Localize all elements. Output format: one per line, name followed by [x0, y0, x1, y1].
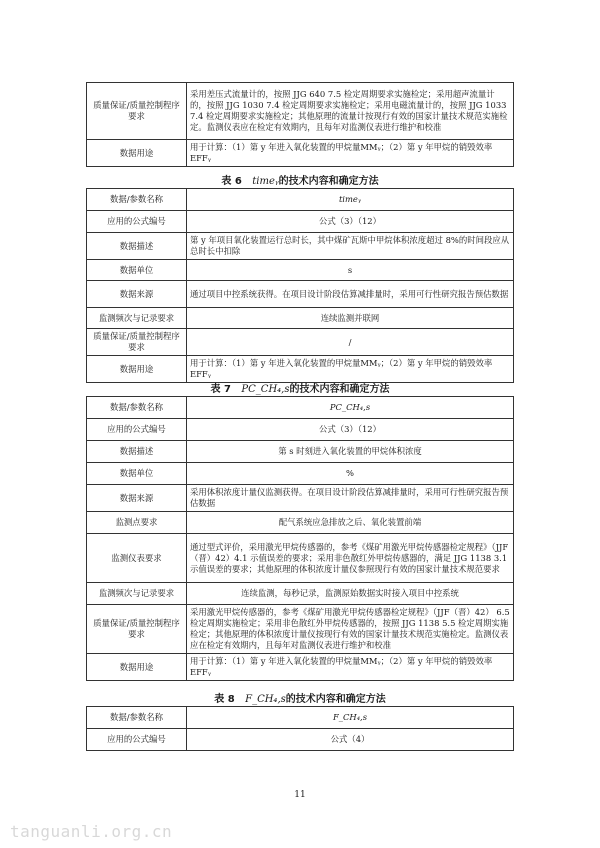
row-key: 数据描述 [87, 441, 187, 463]
table-row [87, 534, 514, 583]
table-7 [86, 396, 514, 681]
row-key: 质量保证/质量控制程序要求 [87, 605, 187, 654]
caption-suffix: 的技术内容和确定方法 [289, 384, 390, 395]
table-row [87, 441, 514, 463]
table-8 [86, 706, 514, 751]
row-value: 连续监测并联网 [187, 308, 514, 329]
table-row [87, 419, 514, 441]
row-key: 数据用途 [87, 356, 187, 383]
row-value: 通过型式评价，采用激光甲烷传感器的，参考《煤矿用激光甲烷传感器检定规程》（JJF（晋）42）4.1 示值误差的要求；采用非色散红外甲烷传感器的，满足 JJG 1138 3.1 示值误差的要求；其他原理的体积浓度计量仪参照现行有效的国家计量技术规范要求 [187, 534, 514, 583]
row-key: 监测频次与记录要求 [87, 308, 187, 329]
caption-prefix: 表 7 [210, 384, 231, 395]
page-number: 11 [294, 790, 306, 800]
row-value: 第 s 时刻进入氧化装置的甲烷体积浓度 [187, 441, 514, 463]
row-value: 公式（3）（12） [187, 419, 514, 441]
row-key: 数据单位 [87, 463, 187, 485]
row-key: 监测点要求 [87, 512, 187, 534]
caption-prefix: 表 6 [221, 176, 242, 187]
caption-symbol: timeᵧ [252, 176, 279, 187]
row-value: 公式（3）（12） [187, 211, 514, 233]
row-key: 应用的公式编号 [87, 419, 187, 441]
table-row [87, 281, 514, 308]
table-row [87, 605, 514, 654]
table-8-caption [86, 690, 514, 705]
row-value: s [187, 260, 514, 281]
table-row [87, 397, 514, 419]
row-key: 数据来源 [87, 485, 187, 512]
caption-prefix: 表 8 [214, 694, 235, 705]
table-row [87, 485, 514, 512]
row-value: 用于计算：（1）第 y 年进入氧化装置的甲烷量MMᵧ；（2）第 y 年甲烷的销毁效率EFFᵧ [187, 654, 514, 681]
table-7-caption [86, 380, 514, 395]
row-value: 配气系统应急排放之后、氧化装置前端 [187, 512, 514, 534]
row-key: 数据来源 [87, 281, 187, 308]
row-key: 数据用途 [87, 140, 187, 167]
table-row [87, 329, 514, 356]
table-row [87, 83, 514, 140]
table-row [87, 260, 514, 281]
row-value: 连续监测，每秒记录，监测原始数据实时接入项目中控系统 [187, 583, 514, 605]
row-key: 质量保证/质量控制程序要求 [87, 83, 187, 140]
caption-symbol: PC_CH₄,s [241, 384, 290, 395]
table-row [87, 356, 514, 383]
caption-symbol: F_CH₄,s [245, 694, 286, 705]
row-value: 采用体积浓度计量仪监测获得。在项目设计阶段估算减排量时，采用可行性研究报告预估数据 [187, 485, 514, 512]
row-value: % [187, 463, 514, 485]
caption-suffix: 的技术内容和确定方法 [285, 694, 386, 705]
table-row [87, 654, 514, 681]
row-value: 通过项目中控系统获得。在项目设计阶段估算减排量时，采用可行性研究报告预估数据 [187, 281, 514, 308]
row-key: 数据用途 [87, 654, 187, 681]
table-row [87, 707, 514, 729]
row-value: 采用激光甲烷传感器的，参考《煤矿用激光甲烷传感器检定规程》（JJF（晋）42） 6.5 检定周期实施检定；采用非色散红外甲烷传感器的，按照 JJG 1138 5.5 检定周期实施检定；其他原理的体积浓度计量仪按现行有效的国家计量技术规范实施检定。监测仪表应在检定有效期内，且每年对监测仪表进行维护和校准 [187, 605, 514, 654]
row-key: 监测仪表要求 [87, 534, 187, 583]
row-value: 用于计算：（1）第 y 年进入氧化装置的甲烷量MMᵧ；（2）第 y 年甲烷的销毁效率EFFᵧ [187, 356, 514, 383]
table-5-tail [86, 82, 514, 167]
row-value: timeᵧ [187, 189, 514, 211]
row-value: 采用差压式流量计的，按照 JJG 640 7.5 检定周期要求实施检定；采用超声流量计的，按照 JJG 1030 7.4 检定周期要求实施检定；采用电磁流量计的，按照 JJG 1033 7.4 检定周期要求实施检定；其他原理的流量计按现行有效的国家计量技术规范实施检定。监测仪表应在检定有效期内，且每年对监测仪表进行维护和校准 [187, 83, 514, 140]
row-key: 数据/参数名称 [87, 397, 187, 419]
row-key: 监测频次与记录要求 [87, 583, 187, 605]
table-row [87, 729, 514, 751]
table-6-caption [86, 172, 514, 187]
table-row [87, 463, 514, 485]
table-row [87, 308, 514, 329]
row-value: 用于计算：（1）第 y 年进入氧化装置的甲烷量MMᵧ；（2）第 y 年甲烷的销毁效率EFFᵧ [187, 140, 514, 167]
row-key: 数据/参数名称 [87, 707, 187, 729]
caption-suffix: 的技术内容和确定方法 [278, 176, 379, 187]
row-value: F_CH₄,s [187, 707, 514, 729]
watermark: tanguanli.org.cn [10, 822, 173, 841]
table-row [87, 233, 514, 260]
table-6 [86, 188, 514, 383]
row-key: 数据描述 [87, 233, 187, 260]
row-value: 公式（4） [187, 729, 514, 751]
row-value: PC_CH₄,s [187, 397, 514, 419]
row-key: 应用的公式编号 [87, 211, 187, 233]
row-key: 数据/参数名称 [87, 189, 187, 211]
table-row [87, 140, 514, 167]
table-row [87, 512, 514, 534]
row-value: / [187, 329, 514, 356]
table-row [87, 211, 514, 233]
row-key: 数据单位 [87, 260, 187, 281]
row-key: 质量保证/质量控制程序要求 [87, 329, 187, 356]
table-row [87, 583, 514, 605]
row-value: 第 y 年项目氧化装置运行总时长，其中煤矿瓦斯中甲烷体积浓度超过 8%的时间段应从总时长中扣除 [187, 233, 514, 260]
table-row [87, 189, 514, 211]
row-key: 应用的公式编号 [87, 729, 187, 751]
